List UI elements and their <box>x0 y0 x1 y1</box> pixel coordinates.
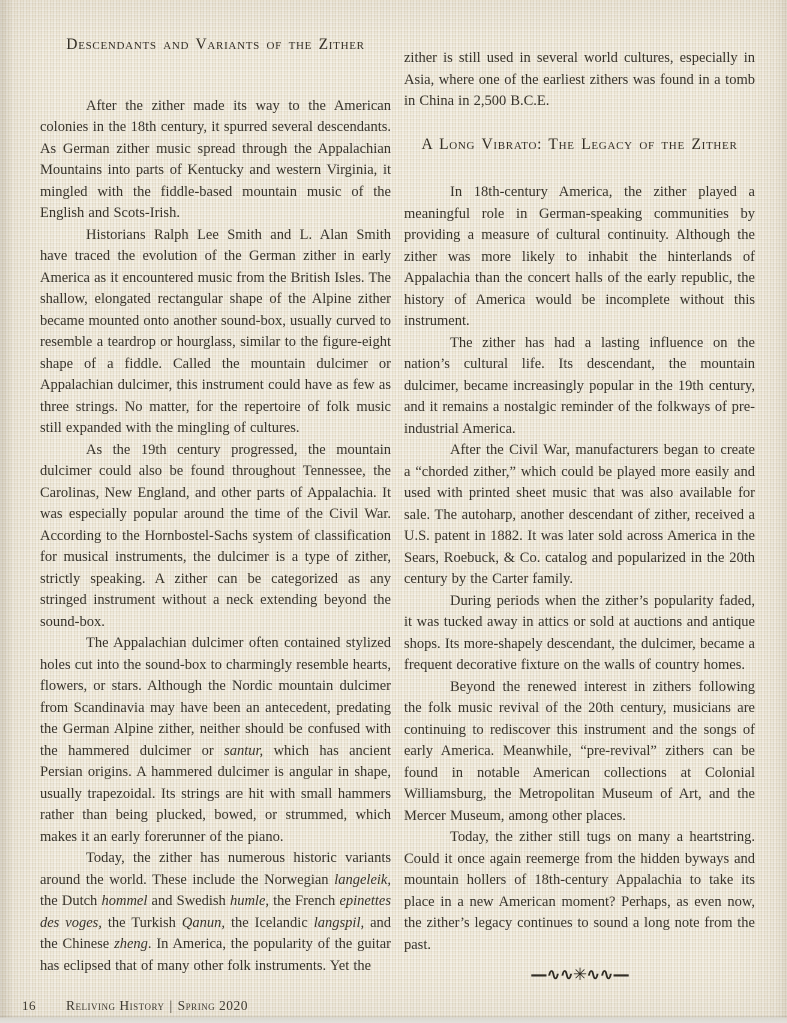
section-heading-legacy: A Long Vibrato: The Legacy of the Zither <box>421 135 738 153</box>
right-column-paragraphs <box>404 182 755 956</box>
italic-term: langeleik, <box>334 871 391 888</box>
scan-edge-shadow-right <box>777 0 787 1023</box>
italic-term: humle, <box>229 893 269 909</box>
paragraph: Beyond the renewed interest in zithers following the folk music revival of the 20th century, musicians are continuing to rediscover this instrument and the songs of early America. Meanwhile, “pre-revival” zithers can be found in notable American collections at Colonial Williamsburg, the Metropolitan Museum of Art, and the Mercer Museum, among other places. <box>404 678 755 824</box>
paragraph: Today, the zither has numerous historic variants around the world. These include the Norwegian langeleik, the Dutch hommel and Swedish humle, the French epinettes des voges, the Turkish Qanun, the Icelandic langspil, and the Chinese zheng. In America, the popularity of the guitar has eclipsed that of many other folk instruments. Yet the <box>40 850 392 974</box>
footer-issue: Spring 2020 <box>177 998 249 1013</box>
left-column-paragraphs <box>40 96 391 978</box>
paragraph: In 18th-century America, the zither played a meaningful role in German-speaking communities by providing a measure of cultural continuity. Although the zither was more likely to inhabit the hinterlands of Appalachia than the concert halls of the early republic, the history of America would be incomplete without this instrument. <box>404 184 755 329</box>
page-footer <box>22 998 248 1014</box>
scan-edge-shadow-left <box>0 0 14 1023</box>
left-column <box>40 34 391 987</box>
paragraph: During periods when the zither’s popularity faded, it was tucked away in attics or sold at auctions and antique shops. Its more-shapely descendant, the dulcimer, became a frequent decorative fixture on the walls of country homes. <box>404 592 755 673</box>
scan-edge-bottom <box>0 1016 787 1023</box>
paragraph: zither is still used in several world cultures, especially in Asia, where one of the earliest zithers was found in a tomb in China in 2,500 B.C.E. <box>404 50 755 109</box>
italic-term: langspil, <box>313 914 365 931</box>
page-number: 16 <box>22 998 36 1013</box>
end-ornament: —∿∿✳∿∿— <box>530 965 629 985</box>
paragraph: The zither has had a lasting influence on the nation’s cultural life. Its descendant, the mountain dulcimer, became increasingly popular in the 19th century, and it remains a nostalgic reminder of the folkways of pre-industrial America. <box>404 334 755 437</box>
italic-term: santur, <box>224 742 264 759</box>
italic-term: zheng <box>114 936 148 952</box>
paragraph: The Appalachian dulcimer often contained stylized holes cut into the sound-box to charmingly resemble hearts, flowers, or stars. Although the Nordic mountain dulcimer from Scandinavia may have been an antecedent, predating the German Alpine zither, neither should be confused with the hammered dulcimer or santur, which has ancient Persian origins. A hammered dulcimer is angular in shape, usually trapezoidal. Its strings are hit with small hammers rather than being plucked, bowed, or strummed, which makes it an early forerunner of the piano. <box>40 635 391 845</box>
paragraph: Historians Ralph Lee Smith and L. Alan Smith have traced the evolution of the German zither in early America as it encountered music from the British Isles. The shallow, elongated rectangular shape of the Alpine zither became mounted onto another sound-box, usually curved to resemble a teardrop or hourglass, similar to the figure-eight shape of a fiddle. Called the mountain dulcimer or Appalachian dulcimer, this instrument could have as few as three strings. No matter, for the repertoire of folk music still expanded with the mingling of cultures. <box>40 226 391 436</box>
italic-term: epinettes des voges, <box>40 893 391 931</box>
footer-publication: Reliving History <box>66 998 165 1013</box>
paragraph: After the Civil War, manufacturers began to create a “chorded zither,” which could be played more easily and used with printed sheet music that was also available for sale. The autoharp, another descendant of zither, received a U.S. patent in 1882. It was later sold across America in the Sears, Roebuck, & Co. catalog and popularized in the 20th century by the Carter family. <box>404 442 755 587</box>
footer-separator: | <box>169 998 173 1013</box>
italic-term: Qanun, <box>181 914 225 931</box>
right-column <box>404 34 755 987</box>
section-heading-descendants: Descendants and Variants of the Zither <box>66 36 365 53</box>
text-columns <box>40 34 755 987</box>
right-column-intro <box>404 48 755 113</box>
paragraph: After the zither made its way to the American colonies in the 18th century, it spurred several descendants. As German zither music spread through the Appalachian Mountains into parts of Kentucky and western Virginia, it mingled with the fiddle-based mountain music of the English and Scots-Irish. <box>40 97 391 221</box>
paragraph: As the 19th century progressed, the mountain dulcimer could also be found throughout Tennessee, the Carolinas, New England, and other parts of Appalachia. It was especially popular around the time of the Civil War. According to the Hornbostel-Sachs system of classification for musical instruments, the dulcimer is a type of zither, strictly speaking. A zither can be categorized as any stringed instrument without a neck extending beyond the sound-box. <box>40 441 391 630</box>
italic-term: hommel <box>101 893 148 909</box>
paragraph: Today, the zither still tugs on many a heartstring. Could it once again reemerge from the hidden byways and mountain hollers of 18th-century Appalachia to take its place in a new American moment? Perhaps, as even now, the zither’s legacy continues to sound a long note from the past. <box>404 829 755 953</box>
